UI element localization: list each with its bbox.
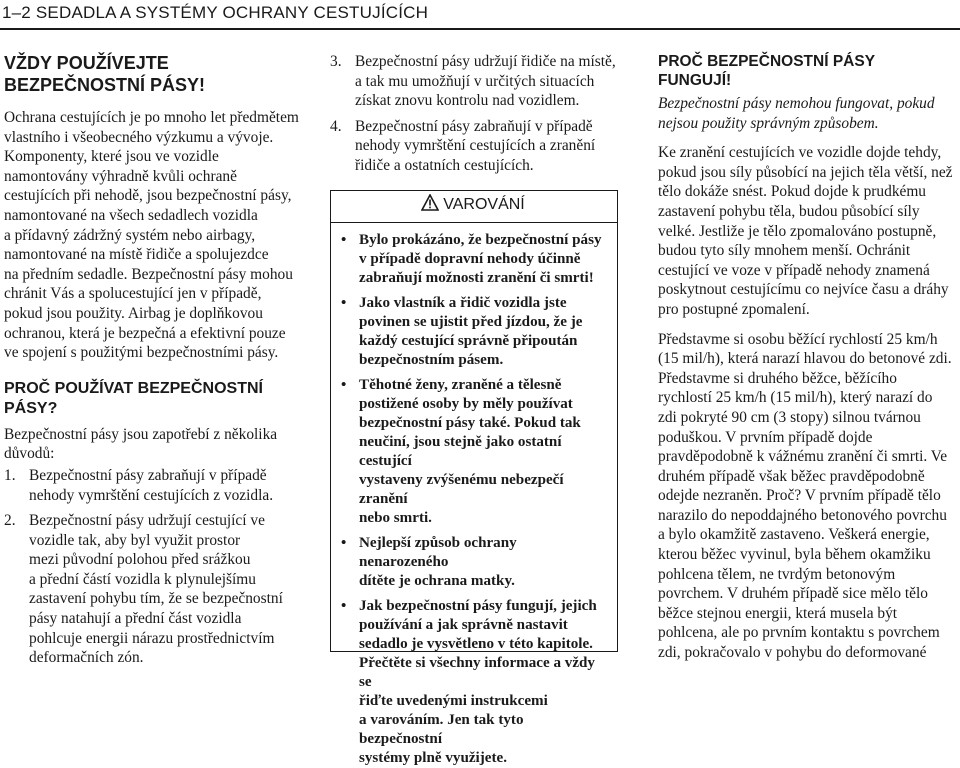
bullet-icon: • bbox=[341, 377, 347, 394]
column-right bbox=[658, 52, 960, 663]
text-line: každý cestující správně připoután bbox=[359, 333, 578, 350]
list-number: 3. bbox=[330, 53, 342, 70]
list-item bbox=[4, 466, 300, 505]
italic-intro bbox=[658, 94, 960, 133]
list-item bbox=[4, 511, 300, 668]
text-line: budou tyto síly mnohem menší. Ochránit bbox=[658, 242, 911, 260]
text-line: neučiní, jsou stejně jako ostatní cestující bbox=[359, 434, 562, 470]
text-line: narazilo do nepoddajného betonového povrchu bbox=[658, 506, 947, 524]
text-line: a bylo okamžitě zastaveno. Veškerá energie, bbox=[658, 526, 930, 544]
reasons-intro bbox=[4, 425, 300, 464]
text-line: Představme si druhého běžce, běžícího bbox=[658, 369, 897, 387]
text-line: poskytnout cestujícímu co nejvíce času a dráhy bbox=[658, 281, 949, 299]
text-line: zdi, pokračovalo v pohybu do deformované bbox=[658, 644, 927, 662]
warning-divider bbox=[331, 222, 617, 224]
text-line: povrchem. V druhém případě sice mělo tělo bbox=[658, 585, 928, 603]
bullet-icon: • bbox=[341, 535, 347, 552]
heading-line: PROČ BEZPEČNOSTNÍ PÁSY bbox=[658, 53, 876, 70]
text-line: pohlcena, ale po prvním kontaktu s povrchem bbox=[658, 624, 940, 642]
text-line: řiďte uvedenými instrukcemi bbox=[359, 693, 548, 710]
warning-item bbox=[337, 231, 609, 288]
text-line: bezpečnostním pásem. bbox=[359, 352, 504, 369]
text-line: sedadlo je vysvětleno v této kapitole. bbox=[359, 636, 593, 653]
text-line: zastavení pohybu těla, budou působící síly bbox=[658, 202, 920, 220]
list-number: 4. bbox=[330, 117, 342, 135]
text-line: Bezpečnostní pásy udržují řidiče na místě, bbox=[355, 53, 616, 70]
heading-line: PÁSY? bbox=[4, 399, 58, 417]
text-line: a přední částí vozidla k plynulejšímu bbox=[29, 570, 256, 588]
text-line: a tak mu umožňují v určitých situacích bbox=[355, 72, 595, 90]
text-line: nejsou použity správným způsobem. bbox=[658, 114, 879, 132]
text-line: tělo dokáže snést. Pokud dojde k prudkému bbox=[658, 183, 927, 201]
heading-line: BEZPEČNOSTNÍ PÁSY! bbox=[4, 75, 206, 95]
reasons-list bbox=[4, 466, 300, 668]
warning-box bbox=[330, 190, 618, 767]
text-line: namontovány výhradně kvůli ochraně bbox=[4, 167, 237, 185]
text-line: pro postupné zpomalení. bbox=[658, 300, 810, 318]
text-line: zdi pokryté 90 cm (3 stopy) silnou tvárnou bbox=[658, 408, 921, 426]
text-line: Bylo prokázáno, že bezpečnostní pásy bbox=[359, 232, 602, 249]
text-line: zastavení pohybu tím, že se bezpečnostní bbox=[29, 590, 283, 608]
text-line: Bezpečnostní pásy nemohou fungovat, pokud bbox=[658, 95, 935, 112]
text-line: (15 mil/h), která narazí hlavou do betonové zdi. bbox=[658, 350, 952, 368]
text-line: pokud jsou použity. Airbag je doplňkovou bbox=[4, 304, 263, 322]
heading-line: PROČ POUŽÍVAT BEZPEČNOSTNÍ bbox=[4, 379, 263, 397]
reasons-list-continued bbox=[330, 52, 630, 176]
heading-line: VŽDY POUŽÍVEJTE bbox=[4, 53, 169, 73]
text-line: ve spojení s použitými bezpečnostními pásy. bbox=[4, 344, 279, 362]
text-line: pravděpodobně k vážnému zranění či smrti. Ve bbox=[658, 448, 948, 466]
heading-always-use-belts bbox=[4, 52, 300, 96]
text-line: mezi původní polohou před srážkou bbox=[29, 551, 251, 569]
text-line: pásy natahují a přední část vozidla bbox=[29, 610, 242, 628]
text-line: pohlcuje energii nárazu prostřednictvím bbox=[29, 629, 275, 647]
bullet-icon: • bbox=[341, 598, 347, 615]
text-line: ochranou, která je bezpečná a efektivní pouze bbox=[4, 324, 286, 342]
text-line: namontované na všech sedadlech vozidla bbox=[4, 206, 258, 224]
text-line: odejde nezraněn. Proč? V prvním případě tělo bbox=[658, 487, 941, 505]
list-number: 1. bbox=[4, 466, 16, 484]
warning-item bbox=[337, 597, 609, 768]
text-line: řidiče a ostatních cestujících. bbox=[355, 156, 534, 174]
heading-why-belts-work bbox=[658, 52, 960, 90]
text-line: Ke zranění cestujících ve vozidle dojde tehdy, bbox=[658, 144, 942, 162]
text-line: vozidle tak, aby byl využit prostor bbox=[29, 531, 241, 549]
warning-title bbox=[337, 191, 609, 222]
bullet-icon: • bbox=[341, 295, 347, 312]
text-line: získat znovu kontrolu nad vozidlem. bbox=[355, 92, 580, 110]
warning-list bbox=[337, 231, 609, 768]
list-number: 2. bbox=[4, 512, 16, 530]
text-line: rychlostí 25 km/h (15 mil/h), který narazí do bbox=[658, 389, 933, 407]
text-line: Ochrana cestujících je po mnoho let předmětem bbox=[4, 109, 299, 126]
text-line: chránit Vás a spolucestující jen v případě, bbox=[4, 285, 262, 303]
bullet-icon: • bbox=[341, 232, 347, 249]
paragraph-runner-example bbox=[658, 330, 960, 663]
text-line: vystaveny zvýšenému nebezpečí zranění bbox=[359, 472, 564, 508]
text-line: běžce stejnou energii, která musela být bbox=[658, 604, 898, 622]
heading-line: FUNGUJÍ! bbox=[658, 72, 732, 89]
page-header bbox=[0, 0, 960, 30]
text-line: Nejlepší způsob ochrany nenarozeného bbox=[359, 535, 517, 571]
text-line: Jako vlastník a řidič vozidla jste bbox=[359, 295, 567, 312]
paragraph-injury-forces bbox=[658, 143, 960, 319]
text-line: používání a jak správně nastavit bbox=[359, 617, 568, 634]
column-left bbox=[4, 52, 300, 674]
text-line: a přídavný zádržný systém nebo airbagy, bbox=[4, 226, 256, 244]
text-line: dítěte je ochrana matky. bbox=[359, 573, 515, 590]
text-line: bezpečnostní pásy také. Pokud tak bbox=[359, 415, 581, 432]
text-line: namontované na místě řidiče a spolujezdce bbox=[4, 246, 269, 264]
text-line: poduškou. V prvním případě dojde bbox=[658, 428, 873, 446]
text-line: povinen se ujistit před jízdou, že je bbox=[359, 314, 583, 331]
text-line: deformačních zón. bbox=[29, 649, 144, 667]
text-line: pokud jsou síly působící na jejich těla větší, než bbox=[658, 163, 953, 181]
list-item bbox=[330, 117, 630, 176]
text-line: druhém případě však běžec pravděpodobně bbox=[658, 467, 925, 485]
warning-item bbox=[337, 376, 609, 528]
text-line: Komponenty, které jsou ve vozidle bbox=[4, 148, 219, 166]
text-line: Bezpečnostní pásy udržují cestující ve bbox=[29, 512, 265, 530]
text-line: na předním sedadle. Bezpečnostní pásy mohou bbox=[4, 265, 293, 283]
text-line: kterou běžec vyvinul, byla během okamžiku bbox=[658, 546, 931, 564]
text-line: Bezpečnostní pásy jsou zapotřebí z několika bbox=[4, 425, 278, 443]
text-line: velké. Jestliže je tělo zpomalováno postupně, bbox=[658, 222, 937, 240]
text-line: nehody vymrštění cestujících a zranění bbox=[355, 137, 596, 155]
text-line: Těhotné ženy, zraněné a tělesně bbox=[359, 377, 562, 394]
text-line: a varováním. Jen tak tyto bezpečnostní bbox=[359, 712, 524, 748]
text-line: Jak bezpečnostní pásy fungují, jejich bbox=[359, 598, 597, 615]
intro-paragraph bbox=[4, 108, 300, 363]
column-middle bbox=[330, 52, 630, 767]
text-line: cestujících při nehodě, jsou bezpečnostní pásy, bbox=[4, 187, 292, 205]
text-line: systémy plně využijete. bbox=[359, 750, 507, 767]
text-line: postižené osoby by měly používat bbox=[359, 396, 573, 413]
text-line: Bezpečnostní pásy zabraňují v případě bbox=[355, 117, 593, 135]
text-line: zabraňují možnosti zranění či smrti! bbox=[359, 270, 594, 287]
warning-item bbox=[337, 294, 609, 370]
page-title: 1–2 SEDADLA A SYSTÉMY OCHRANY CESTUJÍCÍCH bbox=[2, 3, 429, 22]
warning-item bbox=[337, 534, 609, 591]
warning-title-text: VAROVÁNÍ bbox=[443, 195, 525, 213]
heading-why-use-belts bbox=[4, 379, 300, 419]
text-line: Přečtěte si všechny informace a vždy se bbox=[359, 655, 595, 691]
text-line: v případě dopravní nehody účinně bbox=[359, 251, 581, 268]
text-line: vlastního i všeobecného výzkumu a vývoje. bbox=[4, 128, 274, 146]
text-line: nehody vymrštění cestujících z vozidla. bbox=[29, 486, 274, 504]
list-item bbox=[330, 52, 630, 111]
text-line: nebo smrti. bbox=[359, 510, 432, 527]
text-line: cestující ve voze v případě nehody znamená bbox=[658, 261, 930, 279]
text-line: Představme si osobu běžící rychlostí 25 km/h bbox=[658, 330, 938, 348]
header-divider bbox=[0, 28, 960, 30]
text-line: důvodů: bbox=[4, 445, 55, 463]
text-line: pohlcena tělem, ne tvrdým betonovým bbox=[658, 565, 896, 583]
warning-triangle-icon bbox=[421, 194, 439, 218]
text-line: Bezpečnostní pásy zabraňují v případě bbox=[29, 466, 267, 484]
